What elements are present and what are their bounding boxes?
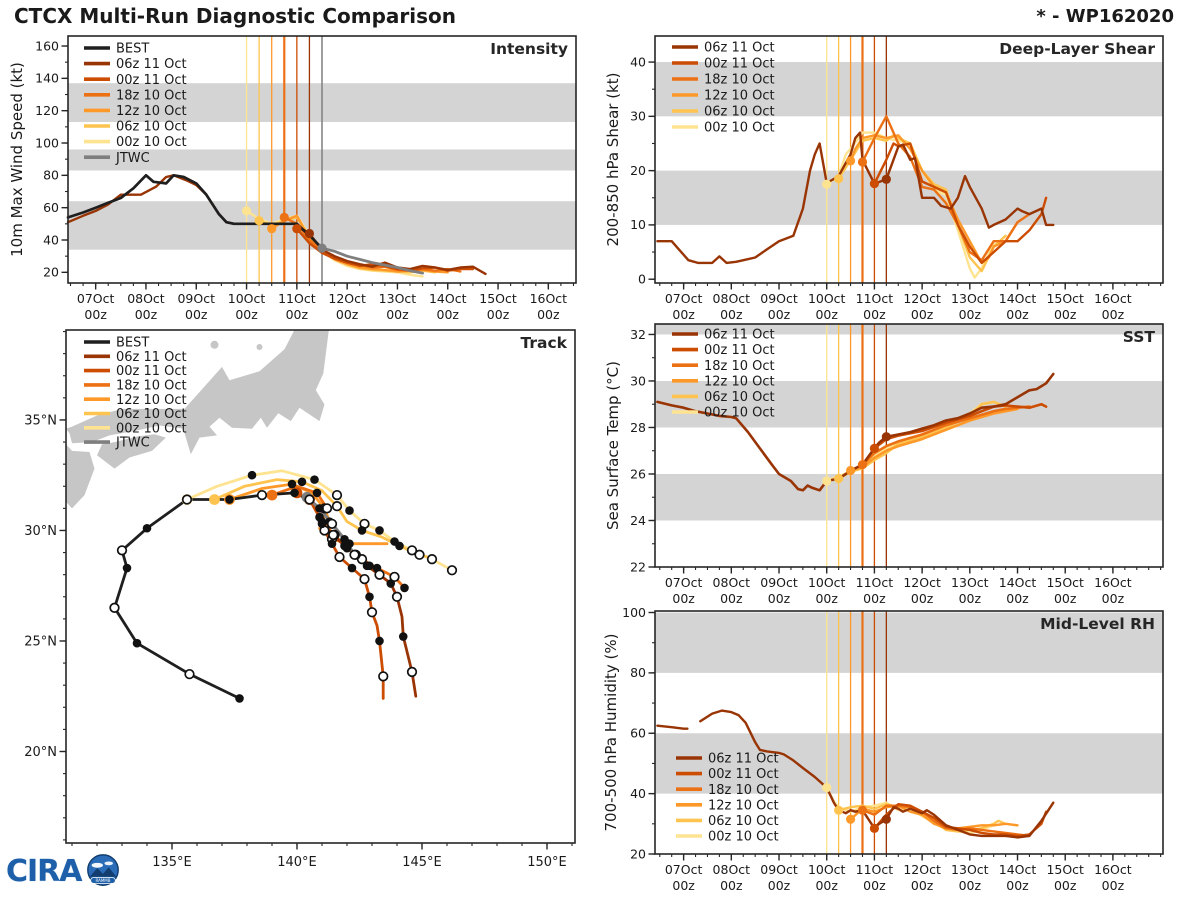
- x-tick-sublabel: 00z: [910, 307, 934, 322]
- track-fix-filled: [290, 489, 299, 498]
- x-tick-label: 14Oct: [428, 291, 467, 306]
- track-fix-open: [375, 570, 384, 579]
- legend-label: 00z 11 Oct: [116, 72, 187, 88]
- legend-label: JTWC: [116, 150, 150, 166]
- track-fix-open: [408, 668, 417, 677]
- y-tick-label: 40: [43, 232, 59, 248]
- island: [211, 341, 219, 349]
- legend-label: 00z 10 Oct: [704, 405, 775, 421]
- track-fix-filled: [348, 564, 357, 573]
- legend-label: 00z 10 Oct: [116, 421, 187, 437]
- legend-label: 12z 10 Oct: [116, 104, 187, 119]
- x-tick-sublabel: 00z: [1101, 307, 1125, 322]
- x-tick-label: 16Oct: [1094, 575, 1132, 590]
- y-tick-label: 40: [630, 785, 646, 801]
- y-tick-label: 80: [43, 167, 59, 183]
- x-tick-sublabel: 00z: [672, 591, 695, 606]
- track-fix-filled: [235, 694, 244, 703]
- track-fix-open: [350, 550, 359, 559]
- legend-label: 00z 11 Oct: [708, 767, 779, 783]
- x-tick-sublabel: 00z: [1101, 591, 1125, 606]
- legend-label: 18z 10 Oct: [116, 88, 187, 104]
- x-tick-sublabel: 00z: [1006, 307, 1029, 322]
- x-tick-label: 08Oct: [712, 575, 751, 590]
- track-fix-open: [368, 608, 377, 617]
- intensity-init-dot: [280, 213, 289, 222]
- x-tick-sublabel: 00z: [1053, 307, 1077, 322]
- x-tick-label: 09Oct: [760, 291, 798, 306]
- x-tick-sublabel: 00z: [958, 591, 982, 606]
- x-tick-label: 12Oct: [903, 291, 941, 306]
- intensity-init-dot: [255, 216, 264, 225]
- y-tick-label: 160: [35, 38, 59, 54]
- x-tick-label: 11Oct: [855, 862, 894, 877]
- sst-init-dot: [846, 466, 855, 475]
- legend-label: 18z 10 Oct: [116, 378, 187, 394]
- shear-init-dot: [846, 156, 855, 165]
- y-axis-label: 10m Max Wind Speed (kt): [8, 62, 26, 257]
- legend-label: 06z 11 Oct: [708, 751, 779, 767]
- x-tick-label: 13Oct: [378, 291, 417, 306]
- track-fix-filled: [399, 632, 408, 641]
- panel-label: Intensity: [490, 40, 568, 58]
- x-tick-label: 15Oct: [1046, 291, 1084, 306]
- track-fix-filled: [310, 475, 319, 484]
- cira-logo-text: CIRA: [6, 853, 82, 889]
- panel-sst: [604, 324, 1163, 606]
- x-tick-sublabel: 00z: [958, 878, 982, 893]
- legend-label: 06z 10 Oct: [708, 814, 779, 829]
- x-tick-label: 13Oct: [951, 862, 989, 877]
- legend-label: 06z 11 Oct: [704, 40, 775, 56]
- y-tick-label: 80: [630, 665, 646, 681]
- y-tick-label: 22: [630, 559, 646, 575]
- x-tick-label: 10Oct: [807, 291, 846, 306]
- lon-tick-label: 135°E: [152, 855, 192, 870]
- track-fix-filled: [225, 495, 234, 504]
- x-tick-sublabel: 00z: [720, 307, 743, 322]
- track-fix-filled: [395, 542, 404, 551]
- y-axis-label: Sea Surface Temp (°C): [604, 360, 622, 531]
- legend-label: 12z 10 Oct: [704, 88, 775, 104]
- x-tick-label: 08Oct: [712, 291, 751, 306]
- x-tick-label: 14Oct: [998, 291, 1037, 306]
- x-tick-sublabel: 00z: [335, 307, 359, 322]
- y-tick-label: 60: [43, 199, 59, 215]
- x-tick-label: 08Oct: [712, 862, 751, 877]
- x-tick-label: 07Oct: [664, 862, 703, 877]
- track-fix-open: [333, 491, 342, 500]
- sst-init-dot: [822, 476, 831, 485]
- legend-label: 06z 11 Oct: [116, 349, 187, 365]
- track-fix-filled: [375, 526, 384, 535]
- lat-tick-label: 25°N: [24, 634, 57, 650]
- y-tick-label: 140: [35, 70, 59, 86]
- x-tick-label: 11Oct: [278, 291, 316, 306]
- legend-label: 12z 10 Oct: [708, 798, 779, 814]
- x-tick-sublabel: 00z: [185, 307, 208, 322]
- x-tick-sublabel: 00z: [1101, 878, 1125, 893]
- x-tick-sublabel: 00z: [863, 307, 886, 322]
- x-tick-sublabel: 00z: [767, 878, 791, 893]
- x-tick-label: 10Oct: [807, 862, 846, 877]
- rh-init-dot: [846, 815, 855, 824]
- x-tick-label: 15Oct: [479, 291, 517, 306]
- track-fix-open: [379, 672, 388, 681]
- x-tick-label: 11Oct: [855, 291, 894, 306]
- shear-init-dot: [822, 180, 831, 189]
- legend-label: JTWC: [116, 435, 150, 451]
- track-fix-filled: [248, 471, 257, 480]
- x-tick-label: 16Oct: [1094, 291, 1132, 306]
- x-tick-sublabel: 00z: [910, 878, 934, 893]
- track-fix-open: [328, 520, 337, 529]
- lat-tick-label: 30°N: [24, 523, 57, 539]
- x-tick-sublabel: 00z: [537, 307, 560, 322]
- y-tick-label: 120: [35, 102, 59, 118]
- track-fix-open: [448, 566, 457, 575]
- lon-tick-label: 140°E: [277, 855, 317, 870]
- legend-label: 18z 10 Oct: [704, 72, 775, 88]
- x-tick-sublabel: 00z: [386, 307, 409, 322]
- x-tick-label: 07Oct: [664, 575, 703, 590]
- track-fix-filled: [315, 504, 324, 513]
- x-tick-label: 07Oct: [76, 291, 115, 306]
- track-fix-open: [183, 495, 192, 504]
- y-tick-label: 24: [630, 512, 646, 528]
- intensity-init-dot: [292, 224, 301, 233]
- figure-title: CTCX Multi-Run Diagnostic Comparison: [14, 4, 456, 28]
- track-fix-filled: [365, 592, 374, 601]
- track-fix-open: [333, 502, 342, 511]
- panel-label: SST: [1122, 328, 1155, 346]
- track-fix-open: [185, 670, 194, 679]
- legend-label: 06z 10 Oct: [116, 407, 187, 423]
- track-fix-filled: [318, 520, 327, 529]
- x-tick-label: 16Oct: [1094, 862, 1132, 877]
- track-fix-open: [335, 553, 344, 562]
- shear-init-dot: [870, 179, 879, 188]
- track-series-best: [115, 493, 310, 699]
- lon-tick-label: 150°E: [527, 855, 567, 870]
- panel-label: Deep-Layer Shear: [999, 40, 1155, 58]
- x-tick-label: 09Oct: [177, 291, 216, 306]
- x-tick-sublabel: 00z: [720, 591, 743, 606]
- x-tick-sublabel: 00z: [767, 307, 791, 322]
- shear-init-dot: [858, 157, 867, 166]
- x-tick-label: 14Oct: [998, 862, 1037, 877]
- intensity-init-dot: [267, 224, 276, 233]
- track-fix-open: [428, 555, 437, 564]
- track-fix-filled: [375, 637, 384, 646]
- track-fix-filled: [328, 539, 337, 548]
- x-tick-label: 09Oct: [760, 575, 798, 590]
- track-fix-filled: [143, 524, 152, 533]
- panel-rh: [602, 605, 1163, 893]
- shaded-band: [655, 171, 1163, 225]
- y-tick-label: 20: [630, 162, 646, 178]
- rh-series-segment: [657, 726, 687, 729]
- legend-label: 12z 10 Oct: [116, 392, 187, 408]
- lat-tick-label: 35°N: [24, 413, 57, 429]
- track-fix-open: [360, 575, 369, 584]
- track-fix-open: [258, 491, 267, 500]
- lon-tick-label: 145°E: [402, 855, 442, 870]
- x-tick-label: 16Oct: [529, 291, 568, 306]
- x-tick-label: 12Oct: [903, 862, 941, 877]
- y-axis-label: 700-500 hPa Humidity (%): [602, 633, 620, 832]
- x-tick-label: 13Oct: [951, 291, 989, 306]
- y-tick-label: 30: [630, 108, 646, 124]
- island: [257, 344, 263, 350]
- x-tick-label: 07Oct: [664, 291, 703, 306]
- x-tick-sublabel: 00z: [285, 307, 309, 322]
- legend-label: 06z 10 Oct: [704, 104, 775, 120]
- x-tick-label: 08Oct: [127, 291, 165, 306]
- sst-init-dot: [882, 432, 891, 441]
- intensity-init-dot: [317, 243, 326, 252]
- track-start-dot: [267, 490, 278, 501]
- x-tick-sublabel: 00z: [672, 878, 695, 893]
- intensity-init-dot: [242, 206, 251, 215]
- track-fix-open: [118, 546, 127, 555]
- x-tick-sublabel: 00z: [1006, 591, 1029, 606]
- y-tick-label: 26: [630, 466, 646, 482]
- rh-init-dot: [834, 806, 843, 815]
- coastline-japan: [66, 325, 330, 454]
- legend-label: 00z 11 Oct: [704, 56, 775, 72]
- rammb-label: RAMMB: [95, 878, 110, 884]
- rh-init-dot: [870, 824, 879, 833]
- sst-init-dot: [870, 444, 879, 453]
- y-tick-label: 60: [630, 725, 646, 741]
- track-fix-filled: [358, 526, 367, 535]
- y-tick-label: 10: [630, 217, 646, 233]
- legend-label: 18z 10 Oct: [704, 358, 775, 374]
- x-tick-label: 11Oct: [855, 575, 894, 590]
- sst-init-dot: [834, 474, 843, 483]
- x-tick-sublabel: 00z: [84, 307, 107, 322]
- x-tick-label: 10Oct: [227, 291, 266, 306]
- rh-init-dot: [858, 806, 867, 815]
- y-axis-label: 200-850 hPa Shear (kt): [604, 72, 622, 247]
- y-tick-label: 30: [630, 373, 646, 389]
- x-tick-sublabel: 00z: [863, 591, 886, 606]
- y-tick-label: 32: [630, 326, 646, 342]
- storm-id: * - WP162020: [1036, 6, 1174, 27]
- track-fix-filled: [123, 564, 132, 573]
- x-tick-label: 10Oct: [807, 575, 846, 590]
- track-fix-open: [329, 531, 338, 540]
- shaded-band: [655, 474, 1163, 521]
- track-fix-filled: [340, 535, 349, 544]
- track-fix-open: [110, 604, 119, 613]
- track-fix-filled: [313, 489, 322, 498]
- legend-label: 06z 10 Oct: [704, 390, 775, 405]
- track-fix-filled: [133, 639, 142, 648]
- legend-label: 00z 10 Oct: [708, 829, 779, 845]
- legend-label: 00z 10 Oct: [116, 135, 187, 151]
- x-tick-sublabel: 00z: [1053, 591, 1077, 606]
- rh-init-dot: [882, 815, 891, 824]
- legend-label: 06z 11 Oct: [116, 57, 187, 73]
- x-tick-sublabel: 00z: [1006, 878, 1029, 893]
- track-fix-filled: [298, 478, 307, 487]
- x-tick-label: 15Oct: [1046, 862, 1084, 877]
- legend-label: BEST: [116, 41, 150, 57]
- x-tick-label: 12Oct: [903, 575, 941, 590]
- track-fix-open: [415, 550, 424, 559]
- x-tick-sublabel: 00z: [672, 307, 695, 322]
- legend-label: 00z 11 Oct: [704, 343, 775, 359]
- x-tick-sublabel: 00z: [134, 307, 158, 322]
- panel-shear: [604, 36, 1163, 322]
- x-tick-sublabel: 00z: [958, 307, 982, 322]
- cira-rammb-logo: [6, 852, 122, 890]
- legend-label: BEST: [116, 335, 150, 351]
- track-fix-filled: [345, 506, 354, 515]
- track-fix-filled: [400, 584, 409, 593]
- panel-label: Mid-Level RH: [1040, 615, 1155, 633]
- shear-init-dot: [882, 175, 891, 184]
- x-tick-sublabel: 00z: [767, 591, 791, 606]
- intensity-init-dot: [305, 229, 314, 238]
- legend-label: 06z 10 Oct: [116, 119, 187, 135]
- shear-init-dot: [834, 174, 843, 183]
- y-tick-label: 40: [630, 54, 646, 70]
- y-tick-label: 20: [43, 264, 59, 280]
- panel-intensity: [8, 36, 576, 322]
- rammb-globe-icon: [84, 852, 122, 890]
- legend-label: 00z 11 Oct: [116, 364, 187, 380]
- y-tick-label: 20: [630, 846, 646, 862]
- track-fix-open: [393, 592, 402, 601]
- coastline-japan: [66, 444, 95, 508]
- panel-label: Track: [520, 334, 567, 352]
- x-tick-label: 14Oct: [998, 575, 1037, 590]
- track-fix-filled: [386, 579, 395, 588]
- sst-init-dot: [858, 460, 867, 469]
- legend-label: 00z 10 Oct: [704, 120, 775, 136]
- x-tick-label: 12Oct: [328, 291, 366, 306]
- x-tick-sublabel: 00z: [235, 307, 258, 322]
- x-tick-sublabel: 00z: [863, 878, 886, 893]
- x-tick-sublabel: 00z: [815, 878, 838, 893]
- x-tick-sublabel: 00z: [486, 307, 510, 322]
- legend-label: 12z 10 Oct: [704, 374, 775, 390]
- x-tick-sublabel: 00z: [815, 591, 838, 606]
- x-tick-sublabel: 00z: [436, 307, 459, 322]
- track-fix-open: [323, 504, 332, 513]
- legend-label: 06z 11 Oct: [704, 327, 775, 343]
- lat-tick-label: 20°N: [24, 744, 57, 760]
- track-start-dot: [209, 494, 220, 505]
- x-tick-sublabel: 00z: [720, 878, 743, 893]
- legend-label: 18z 10 Oct: [708, 782, 779, 798]
- x-tick-label: 15Oct: [1046, 575, 1084, 590]
- y-tick-label: 100: [35, 135, 59, 151]
- track-fix-open: [305, 495, 314, 504]
- y-tick-label: 28: [630, 419, 646, 435]
- track-fix-filled: [365, 562, 374, 571]
- y-tick-label: 100: [622, 604, 646, 620]
- x-tick-sublabel: 00z: [1053, 878, 1077, 893]
- track-fix-filled: [288, 480, 297, 489]
- rh-init-dot: [822, 783, 831, 792]
- x-tick-label: 09Oct: [760, 862, 798, 877]
- y-tick-label: 0: [638, 271, 646, 287]
- x-tick-sublabel: 00z: [910, 591, 934, 606]
- x-tick-label: 13Oct: [951, 575, 989, 590]
- x-tick-sublabel: 00z: [815, 307, 838, 322]
- panel-track: [24, 325, 575, 870]
